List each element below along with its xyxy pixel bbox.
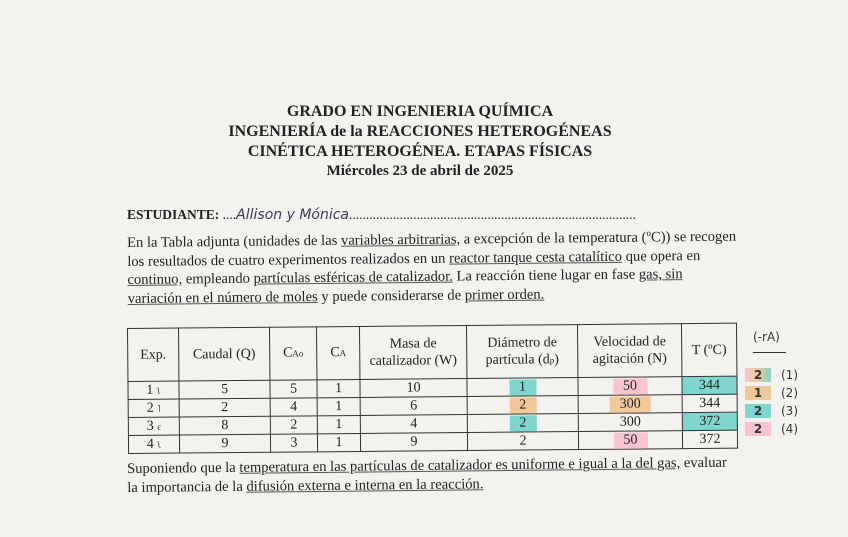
problem-statement: En la Tabla adjunta (unidades de las variables arbitrarias, a excepción de la temperatura (ºC)) se recogen los resultados de cuatro experimentos realizados en un reactor tanque cesta catalítico que opera en continuo, empleando partículas esféricas de catalizador. La reacción tiene lugar en fase gas, sin variación en el número de moles y puede considerarse de primer orden. <box>127 228 737 307</box>
table-header: Exp. Caudal (Q) CAo CA Masa de catalizador (W) Diámetro de partícula (dp) Velocidad de agitación (N) T (ºC) <box>128 323 737 381</box>
table-row: 4 ʅ 9 3 1 9 2 50 372 <box>128 430 737 453</box>
student-label: ESTUDIANTE: <box>127 207 220 222</box>
experiments-table <box>127 323 738 454</box>
header-cao: CAo <box>282 345 304 361</box>
student-name: Allison y Mónica <box>236 207 350 223</box>
table-row: 2 ˥ 2 4 1 6 2 300 344 <box>128 394 737 417</box>
table-row: 1 ʅ 5 5 1 10 1 50 344 <box>128 376 737 399</box>
exam-date: Miércoles 23 de abril de 2025 <box>326 163 514 179</box>
course-title: GRADO EN INGENIERIA QUÍMICA <box>286 103 554 120</box>
subject-title: INGENIERÍA de la REACCIONES HETEROGÉNEAS <box>228 123 612 140</box>
table-row: 3 ɛ 8 2 1 4 2 300 372 <box>128 412 737 435</box>
topic-title: CINÉTICA HETEROGÉNEA. ETAPAS FÍSICAS <box>247 143 593 160</box>
student-line: ESTUDIANTE: ....Allison y Mónica..................................................................................... <box>127 207 636 223</box>
question-statement: Suponiendo que la temperatura en las partículas de catalizador es uniforme e igual a la del gas, evaluar la importancia de la difusión externa e interna en la reacción. <box>127 454 727 496</box>
